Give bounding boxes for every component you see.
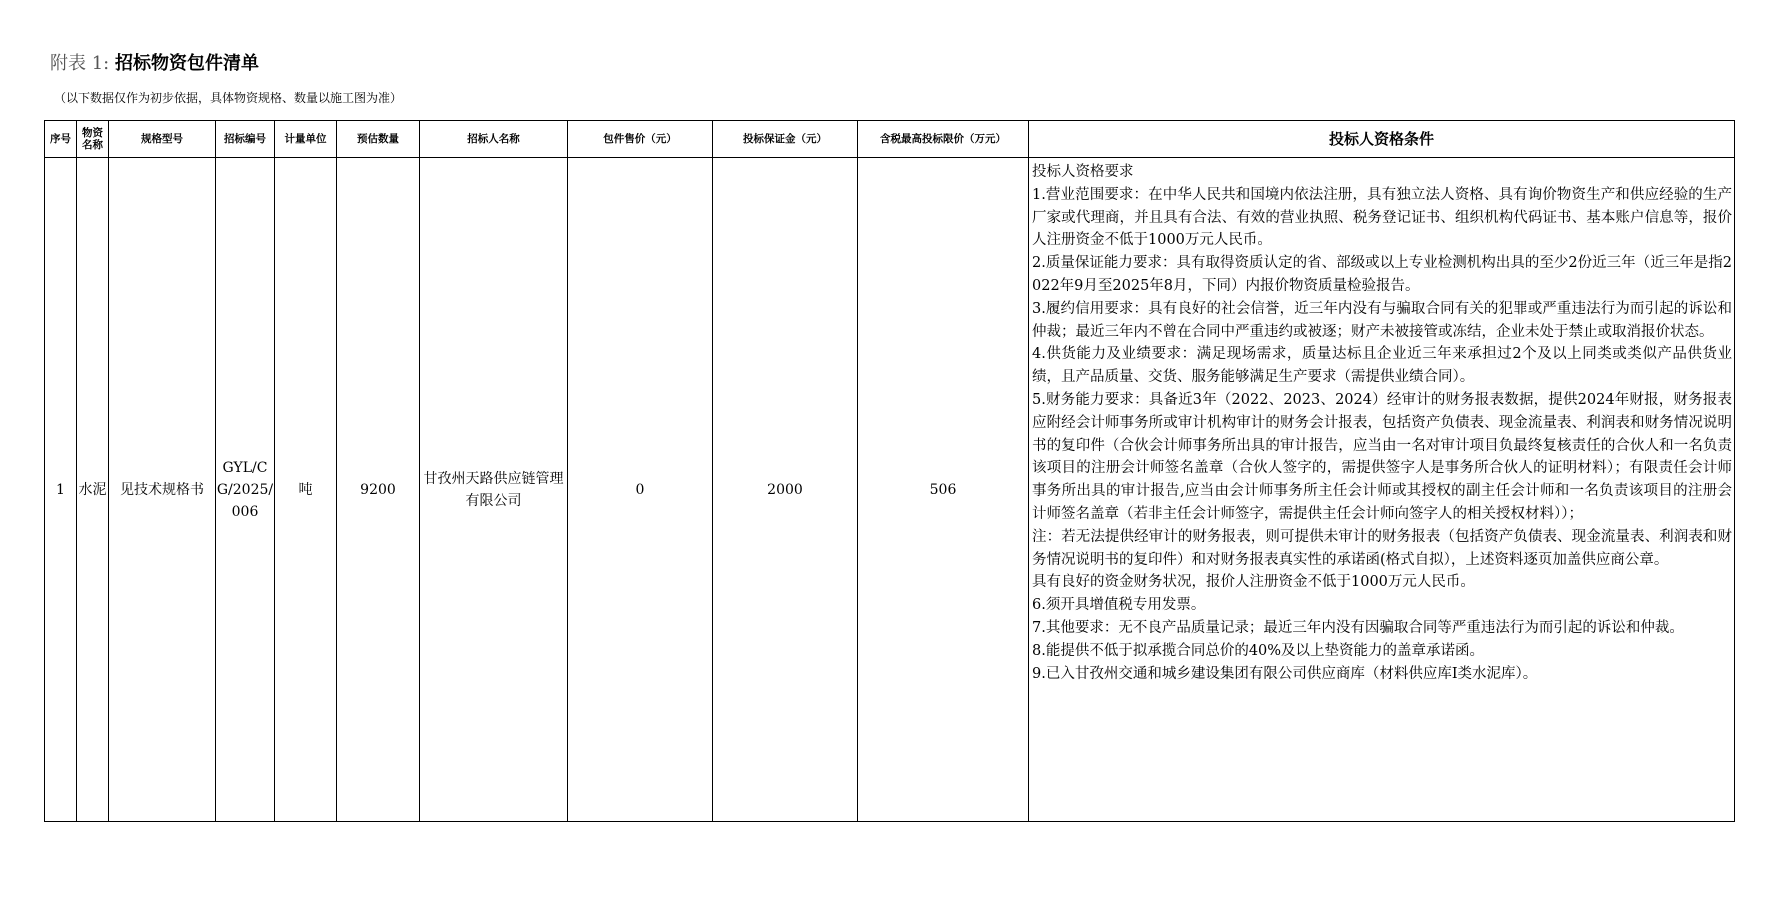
cell-tenderer: 甘孜州天路供应链管理有限公司: [420, 158, 568, 822]
column-header: 规格型号: [109, 121, 216, 158]
cell-max-price: 506: [858, 158, 1029, 822]
requirement-item: 7.其他要求：无不良产品质量记录；最近三年内没有因骗取合同等严重违法行为而引起的诉讼和仲裁。: [1032, 619, 1684, 636]
column-header-requirements: 投标人资格条件: [1029, 121, 1735, 158]
cell-package-price: 0: [568, 158, 713, 822]
requirement-heading: 投标人资格要求: [1032, 164, 1134, 180]
requirement-item: 具有良好的资金财务状况，报价人注册资金不低于1000万元人民币。: [1032, 574, 1475, 591]
requirement-item: 4.供货能力及业绩要求：满足现场需求，质量达标且企业近三年来承担过2个及以上同类或类似产品供货业绩，且产品质量、交货、服务能够满足生产要求（需提供业绩合同）。: [1032, 346, 1732, 386]
table-note: （以下数据仅作为初步依据，具体物资规格、数量以施工图为准）: [54, 91, 403, 105]
column-header: 物资名称: [77, 121, 109, 158]
column-header: 预估数量: [337, 121, 420, 158]
requirement-item: 5.财务能力要求：具备近3年（2022、2023、2024）经审计的财务报表数据，提供2024年财报，财务报表应附经会计师事务所或审计机构审计的财务会计报表，包括资产负债表、现金流量表、利润表和财务情况说明书的复印件（合伙会计师事务所出具的审计报告，应当由一名对审计项目负最终复核责任的合伙人和一名负责该项目的注册会计师签名盖章（合伙人签字的，需提供签字人是事务所合伙人的证明材料）；有限责任会计师事务所出具的审计报告,应当由会计师事务所主任会计师或其授权的副主任会计师和一名负责该项目的注册会计师签名盖章（若非主任会计师签字，需提供主任会计师向签字人的相关授权材料））；: [1032, 391, 1732, 522]
tender-package-table: [44, 120, 1735, 822]
cell-unit: 吨: [275, 158, 337, 822]
cell-requirements: [1029, 158, 1735, 822]
column-header: 包件售价（元）: [568, 121, 713, 158]
title-prefix: 附表 1:: [50, 53, 110, 74]
column-header: 序号: [45, 121, 77, 158]
column-header: 含税最高投标限价（万元）: [858, 121, 1029, 158]
cell-material: 水泥: [77, 158, 109, 822]
requirement-item: 6.须开具增值税专用发票。: [1032, 597, 1206, 614]
column-header: 计量单位: [275, 121, 337, 158]
cell-index: 1: [45, 158, 77, 822]
cell-tender-no: GYL/CG/2025/006: [216, 158, 275, 822]
column-header: 招标编号: [216, 121, 275, 158]
column-header: 招标人名称: [420, 121, 568, 158]
requirement-item: 2.质量保证能力要求：具有取得资质认定的省、部级或以上专业检测机构出具的至少2份近三年（近三年是指2022年9月至2025年8月，下同）内报价物资质量检验报告。: [1032, 255, 1732, 294]
requirement-item: 8.能提供不低于拟承揽合同总价的40%及以上垫资能力的盖章承诺函。: [1032, 642, 1485, 659]
requirement-item: 1.营业范围要求：在中华人民共和国境内依法注册，具有独立法人资格、具有询价物资生产和供应经验的生产厂家或代理商，并且具有合法、有效的营业执照、税务登记证书、组织机构代码证书、基本账户信息等，报价人注册资金不低于1000万元人民币。: [1032, 186, 1732, 249]
table-row: [45, 158, 1735, 822]
requirement-item: 9.已入甘孜州交通和城乡建设集团有限公司供应商库（材料供应库Ⅰ类水泥库）。: [1032, 665, 1538, 682]
cell-spec: 见技术规格书: [109, 158, 216, 822]
page-title: [50, 52, 259, 76]
column-header: 投标保证金（元）: [713, 121, 858, 158]
cell-deposit: 2000: [713, 158, 858, 822]
title-main: 招标物资包件清单: [114, 53, 259, 74]
cell-quantity: 9200: [337, 158, 420, 822]
table-header-row: [45, 121, 1735, 158]
requirement-note: 注：若无法提供经审计的财务报表，则可提供未审计的财务报表（包括资产负债表、现金流量表、利润表和财务情况说明书的复印件）和对财务报表真实性的承诺函(格式自拟），上述资料逐页加盖供应商公章。: [1032, 528, 1732, 568]
requirement-item: 3.履约信用要求：具有良好的社会信誉，近三年内没有与骗取合同有关的犯罪或严重违法行为而引起的诉讼和仲裁；最近三年内不曾在合同中严重违约或被逐；财产未被接管或冻结，企业未处于禁止或取消报价状态。: [1032, 300, 1732, 340]
